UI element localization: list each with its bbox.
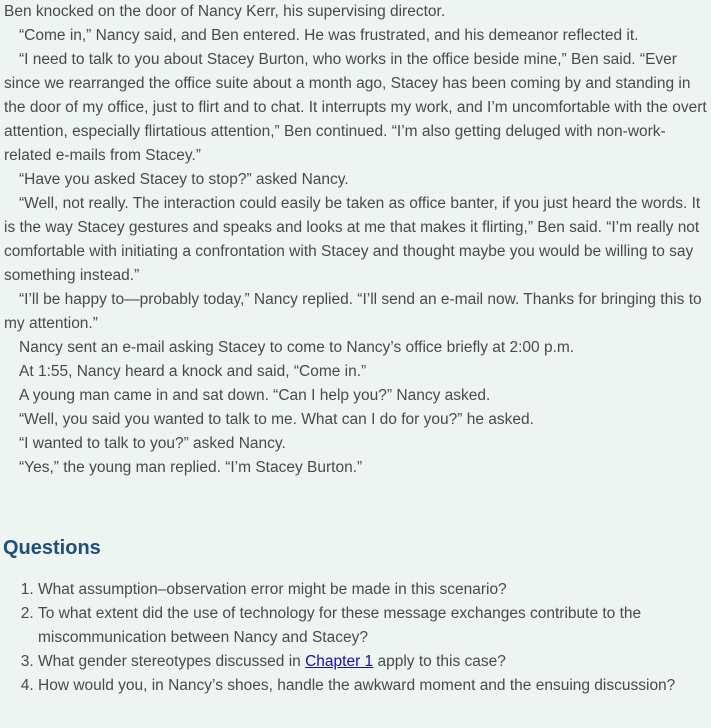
question-item: 2. To what extent did the use of technology for these message exchanges contribute to the miscommunication between Nancy and Stacey? bbox=[38, 602, 711, 650]
question-item: 1. What assumption–observation error might be made in this scenario? bbox=[38, 578, 711, 602]
story-paragraph: “I’ll be happy to—probably today,” Nancy replied. “I’ll send an e-mail now. Thanks for bringing this to my attention.” bbox=[4, 291, 702, 332]
questions-list bbox=[0, 578, 711, 698]
story-paragraph: Nancy sent an e-mail asking Stacey to come to Nancy’s office briefly at 2:00 p.m. bbox=[19, 339, 575, 356]
question-text: What gender stereotypes discussed in bbox=[38, 653, 306, 670]
questions-heading: Questions bbox=[3, 537, 101, 559]
chapter-1-link[interactable]: Chapter 1 bbox=[305, 653, 374, 670]
story-paragraph: A young man came in and sat down. “Can I help you?” Nancy asked. bbox=[19, 387, 491, 404]
question-item bbox=[38, 650, 711, 674]
question-text: apply to this case? bbox=[373, 653, 506, 670]
story-paragraph: At 1:55, Nancy heard a knock and said, “Come in.” bbox=[19, 363, 367, 380]
story-paragraph: “Well, you said you wanted to talk to me. What can I do for you?” he asked. bbox=[19, 411, 534, 428]
story-paragraph: “Yes,” the young man replied. “I’m Stacey Burton.” bbox=[19, 459, 363, 476]
story-paragraph: Ben knocked on the door of Nancy Kerr, his supervising director. bbox=[4, 3, 446, 20]
story-paragraph: “I wanted to talk to you?” asked Nancy. bbox=[19, 435, 286, 452]
question-item: 4. How would you, in Nancy’s shoes, handle the awkward moment and the ensuing discussion? bbox=[38, 674, 711, 698]
story-paragraph: “Well, not really. The interaction could easily be taken as office banter, if you just heard the words. It is the way Stacey gestures and speaks and looks at me that makes it flirting,” Ben said. “I’m really not comfortable with initiating a confrontation with Stacey and thought maybe you would be willing to say something instead.” bbox=[4, 195, 701, 284]
story-paragraph: “I need to talk to you about Stacey Burton, who works in the office beside mine,” Ben said. “Ever since we rearranged the office suite about a month ago, Stacey has been coming by and standing in the door of my office, just to flirt and to chat. It interrupts my work, and I’m uncomfortable with the overt attention, especially flirtatious attention,” Ben continued. “I’m also getting deluged with non-work-related e-mails from Stacey.” bbox=[4, 51, 707, 164]
story-paragraph: “Come in,” Nancy said, and Ben entered. He was frustrated, and his demeanor reflected it. bbox=[19, 27, 639, 44]
story-paragraph: “Have you asked Stacey to stop?” asked Nancy. bbox=[19, 171, 349, 188]
